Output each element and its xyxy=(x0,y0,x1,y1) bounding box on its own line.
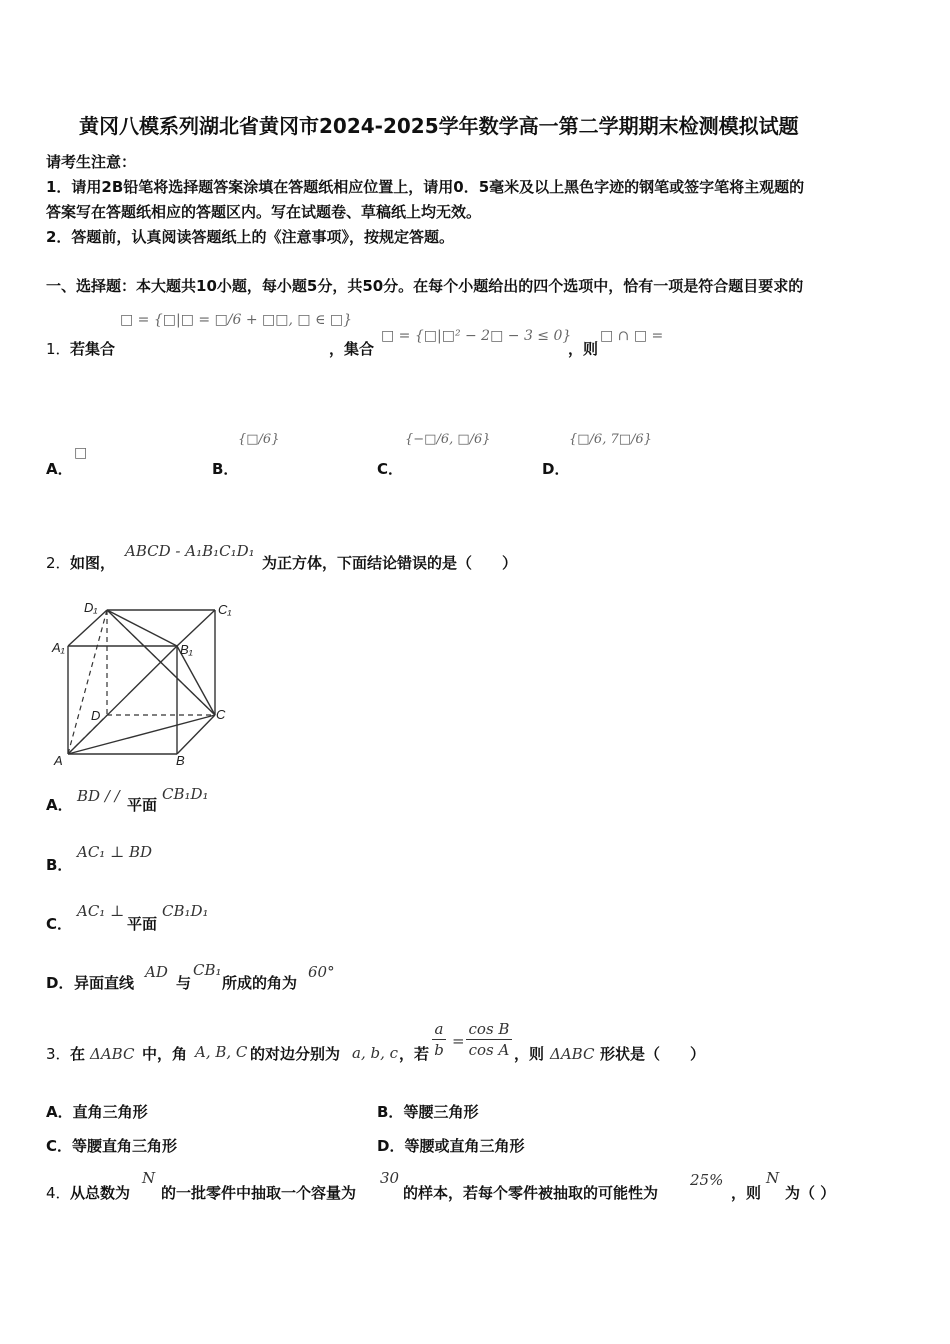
q3-math: a, b, c xyxy=(352,1044,399,1062)
q3-text: 的对边分别为 xyxy=(250,1045,341,1063)
q3-option: B．等腰三角形 xyxy=(377,1103,479,1121)
q2-option-label: C． xyxy=(46,915,73,933)
q4-text: 的一批零件中抽取一个容量为 xyxy=(161,1184,357,1202)
q4-math: 30 xyxy=(380,1169,400,1187)
vertex-label: D xyxy=(91,708,101,723)
q2-cube-notation: ABCD - A₁B₁C₁D₁ xyxy=(125,542,255,560)
q4-text: 为（ ） xyxy=(785,1184,836,1202)
q1-set-a: □ = {□|□ = □/6 + □□, □ ∈ □} xyxy=(120,312,353,328)
vertex-label: D₁ xyxy=(84,600,98,615)
q2-option-math: AC₁ ⊥ BD xyxy=(77,843,153,861)
fraction-numerator: a xyxy=(434,1020,444,1038)
vertex-label: A xyxy=(54,753,63,768)
q3-option: C．等腰直角三角形 xyxy=(46,1137,178,1155)
q1-option-expr: □ xyxy=(74,445,88,461)
q2-option-text: 平面 xyxy=(127,915,158,933)
q4-text: 的样本，若每个零件被抽取的可能性为 xyxy=(403,1184,659,1202)
q2-option-text: 平面 xyxy=(127,796,158,814)
q3-number: 3． xyxy=(46,1045,71,1063)
q3-text: ，则 xyxy=(514,1045,545,1063)
notice-heading: 请考生注意： xyxy=(46,153,137,171)
vertex-label: A₁ xyxy=(52,640,65,655)
q2-option-label: B． xyxy=(46,856,73,874)
q1-text: ，则 xyxy=(568,340,599,358)
q1-text: ，集合 xyxy=(329,340,375,358)
q4-text: 从总数为 xyxy=(70,1184,131,1202)
q1-intersection: □ ∩ □ = xyxy=(600,328,664,344)
q1-option-expr: {□/6, 7□/6} xyxy=(569,432,652,447)
q2-option-math: CB₁ xyxy=(193,961,222,979)
q3-fraction-cos xyxy=(466,1020,512,1059)
page-title: 黄冈八模系列湖北省黄冈市2024-2025学年数学高一第二学期期末检测模拟试题 xyxy=(79,114,799,138)
q3-text: 形状是（ ） xyxy=(600,1045,706,1063)
notice-line: 1．请用2B铅笔将选择题答案涂填在答题纸相应位置上，请用0．5毫米及以上黑色字迹的钢笔或签字笔将主观题的 xyxy=(46,178,805,196)
q1-number: 1． xyxy=(46,340,71,358)
q2-option-math: BD / / xyxy=(77,787,120,805)
q1-option-label: D． xyxy=(542,460,570,478)
q2-option-math: AD xyxy=(145,963,168,981)
q1-option-expr: {−□/6, □/6} xyxy=(405,432,491,447)
q3-option: A．直角三角形 xyxy=(46,1103,148,1121)
q1-option-label: A． xyxy=(46,460,73,478)
q2-option-label: A． xyxy=(46,796,73,814)
vertex-label: B₁ xyxy=(180,642,193,657)
q1-option-label: B． xyxy=(212,460,239,478)
q1-option-expr: {□/6} xyxy=(238,432,280,447)
vertex-label: B xyxy=(176,753,185,768)
section-heading: 一、选择题：本大题共10小题，每小题5分，共50分。在每个小题给出的四个选项中，恰有一项是符合题目要求的 xyxy=(46,277,804,295)
vertex-label: C xyxy=(216,707,226,722)
fraction-denominator: cos A xyxy=(468,1041,510,1059)
vertex-label: C₁ xyxy=(218,602,232,617)
q3-equals: = xyxy=(452,1032,465,1050)
q3-math: ΔABC xyxy=(550,1045,595,1063)
fraction-bar xyxy=(432,1039,446,1040)
q2-option-math: 60° xyxy=(308,963,335,981)
q3-text: 中，角 xyxy=(142,1045,188,1063)
cube-figure xyxy=(50,596,240,772)
q3-math: A, B, C xyxy=(195,1043,248,1061)
notice-line: 2．答题前，认真阅读答题纸上的《注意事项》，按规定答题。 xyxy=(46,228,454,246)
q2-option-math: AC₁ ⊥ xyxy=(77,902,125,920)
q2-option-label: D． xyxy=(46,974,74,992)
q3-text: ，若 xyxy=(399,1045,430,1063)
q1-option-label: C． xyxy=(377,460,404,478)
q2-option-text: 与 xyxy=(176,974,192,992)
q2-option-math: CB₁D₁ xyxy=(162,785,209,803)
q4-text: ，则 xyxy=(731,1184,762,1202)
q4-math: N xyxy=(766,1169,780,1187)
q1-set-b: □ = {□|□² − 2□ − 3 ≤ 0} xyxy=(381,328,572,344)
notice-line: 答案写在答题纸相应的答题区内。写在试题卷、草稿纸上均无效。 xyxy=(46,203,482,221)
q2-option-text: 异面直线 xyxy=(74,974,135,992)
q3-fraction-a-over-b xyxy=(432,1020,446,1059)
q2-option-text: 所成的角为 xyxy=(222,974,298,992)
q3-option: D．等腰或直角三角形 xyxy=(377,1137,525,1155)
q2-option-math: CB₁D₁ xyxy=(162,902,209,920)
fraction-bar xyxy=(466,1039,512,1040)
q3-math: ΔABC xyxy=(90,1045,135,1063)
q3-text: 在 xyxy=(70,1045,86,1063)
q2-number: 2． xyxy=(46,554,71,572)
q4-number: 4． xyxy=(46,1184,71,1202)
fraction-numerator: cos B xyxy=(468,1020,510,1038)
q2-text: 如图， xyxy=(70,554,116,572)
fraction-denominator: b xyxy=(434,1041,444,1059)
q2-text: 为正方体，下面结论错误的是（ ） xyxy=(262,554,518,572)
q4-math: N xyxy=(142,1169,156,1187)
q1-text: 若集合 xyxy=(70,340,116,358)
q4-math: 25% xyxy=(690,1171,724,1189)
